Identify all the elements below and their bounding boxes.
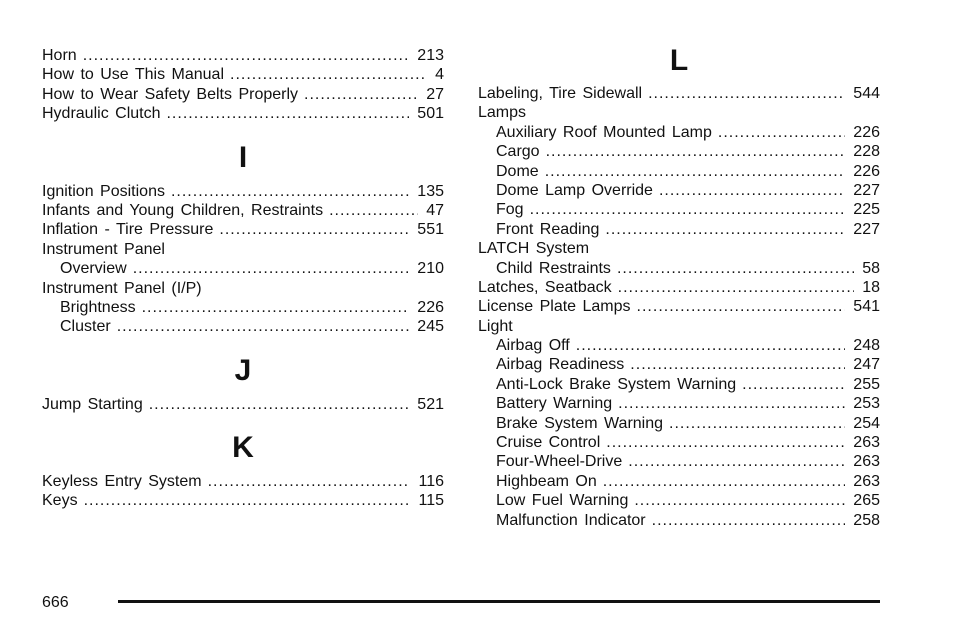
entry-term: Cruise Control [496,434,601,452]
entry-term: Light [478,317,513,335]
entry-term: Airbag Off [496,337,570,355]
index-entry [42,472,444,491]
entry-term: Jump Starting [42,395,143,413]
index-entry [42,46,444,65]
section-letter-j: J [234,353,252,387]
footer-rule [118,600,880,603]
index-subentry [478,200,880,219]
entry-page: 245 [417,318,444,336]
dot-leader [603,472,846,491]
index-block-j [42,395,444,414]
index-entry [478,84,880,103]
entry-page: 541 [853,298,880,316]
dot-leader [637,297,846,316]
dot-leader [84,491,411,510]
entry-term: Four-Wheel-Drive [496,453,623,471]
entry-page: 227 [853,220,880,238]
entry-term: Cargo [496,143,540,161]
entry-term: Overview [60,260,127,278]
dot-leader [117,317,410,336]
index-subentry [478,220,880,239]
index-subentry [42,298,444,317]
page-number: 666 [42,594,69,611]
entry-term: Instrument Panel (I/P) [42,279,202,297]
entry-page: 213 [417,47,444,64]
dot-leader [149,395,410,414]
index-heading-entry [42,240,444,259]
entry-term: Ignition Positions [42,182,165,200]
entry-page: 115 [418,492,444,510]
index-entry [42,104,444,123]
index-subentry [478,472,880,491]
entry-page: 18 [862,278,880,296]
entry-page: 135 [417,182,444,200]
entry-page: 58 [862,259,880,277]
index-entry [42,201,444,220]
dot-leader [133,259,410,278]
index-subentry [478,123,880,142]
index-heading-entry [478,317,880,336]
entry-term: Airbag Readiness [496,356,625,374]
entry-term: Child Restraints [496,259,611,277]
entry-term: Keys [42,492,78,510]
entry-page: 263 [853,434,880,452]
dot-leader [230,65,427,84]
dot-leader [718,123,845,142]
index-subentry [478,491,880,510]
index-entry [42,182,444,201]
entry-term: Dome [496,162,539,180]
index-subentry [478,355,880,374]
entry-page: 226 [853,162,880,180]
entry-page: 226 [417,298,444,316]
entry-term: Front Reading [496,220,600,238]
entry-term: Brake System Warning [496,414,664,432]
entry-page: 227 [853,181,880,199]
index-subentry [478,181,880,200]
entry-page: 225 [853,201,880,219]
entry-term: LATCH System [478,240,590,258]
index-subentry [478,394,880,413]
entry-page: 551 [417,221,444,239]
entry-term: Latches, Seatback [478,278,612,296]
dot-leader [618,394,845,413]
index-subentry [42,317,444,336]
entry-page: 248 [853,337,880,355]
entry-term: Highbeam On [496,472,597,490]
dot-leader [618,278,855,297]
dot-leader [219,220,409,239]
entry-page: 228 [853,143,880,161]
entry-term: Anti-Lock Brake System Warning [496,375,737,393]
index-subentry [478,142,880,161]
dot-leader [329,201,418,220]
dot-leader [530,200,846,219]
dot-leader [648,84,845,103]
index-entry [42,491,444,510]
entry-page: 501 [417,105,444,123]
entry-term: Inflation - Tire Pressure [42,221,214,239]
entry-page: 247 [853,356,880,374]
dot-leader [742,375,845,394]
entry-page: 254 [853,414,880,432]
entry-page: 263 [853,472,880,490]
entry-term: Battery Warning [496,395,613,413]
index-block-i [42,182,444,337]
entry-page: 544 [853,85,880,102]
index-heading-entry [478,103,880,122]
entry-term: Keyless Entry System [42,473,202,491]
entry-term: Cluster [60,318,111,336]
section-letter-l: L [669,44,689,77]
dot-leader [304,85,418,104]
entry-term: Labeling, Tire Sidewall [478,85,643,102]
index-subentry [478,336,880,355]
dot-leader [669,414,845,433]
dot-leader [166,104,409,123]
index-subentry [478,259,880,278]
index-column-left [42,46,444,511]
entry-term: Horn [42,47,77,64]
entry-term: Malfunction Indicator [496,511,646,529]
entry-term: License Plate Lamps [478,298,631,316]
index-block-k [42,472,444,511]
entry-term: Hydraulic Clutch [42,105,161,123]
entry-page: 265 [853,492,880,510]
index-entry [42,395,444,414]
dot-leader [659,181,845,200]
entry-page: 210 [417,260,444,278]
entry-page: 27 [426,85,444,103]
dot-leader [617,259,854,278]
dot-leader [208,472,411,491]
entry-page: 4 [435,66,444,84]
dot-leader [652,511,846,530]
entry-page: 47 [426,201,444,219]
entry-page: 253 [853,395,880,413]
dot-leader [546,142,846,161]
index-subentry [478,511,880,530]
index-subentry [478,375,880,394]
index-heading-entry [42,279,444,298]
index-entry [42,65,444,84]
entry-page: 226 [853,123,880,141]
dot-leader [634,491,845,510]
entry-term: Low Fuel Warning [496,492,629,510]
entry-term: Instrument Panel [42,240,165,258]
dot-leader [628,452,845,471]
entry-term: Fog [496,201,524,219]
index-subentry [42,259,444,278]
dot-leader [545,162,846,181]
index-block-h [42,46,444,124]
index-entry [478,297,880,316]
dot-leader [606,433,845,452]
index-subentry [478,414,880,433]
index-heading-entry [478,239,880,258]
index-subentry [478,452,880,471]
entry-page: 255 [853,375,880,393]
entry-page: 521 [417,395,444,413]
index-entry [42,85,444,104]
dot-leader [83,46,410,65]
dot-leader [171,182,409,201]
section-letter-i: I [238,140,248,174]
index-entry [42,220,444,239]
index-entry [478,278,880,297]
entry-term: How to Wear Safety Belts Properly [42,85,299,103]
section-letter-k: K [232,431,254,465]
index-column-right [478,40,880,530]
dot-leader [576,336,846,355]
index-block-l [478,84,880,530]
entry-term: Brightness [60,298,136,316]
index-subentry [478,162,880,181]
entry-term: How to Use This Manual [42,66,224,84]
index-subentry [478,433,880,452]
entry-term: Lamps [478,104,527,122]
entry-page: 116 [418,473,444,491]
entry-page: 263 [853,453,880,471]
dot-leader [630,355,845,374]
entry-page: 258 [853,511,880,529]
dot-leader [605,220,845,239]
entry-term: Auxiliary Roof Mounted Lamp [496,123,712,141]
dot-leader [142,298,410,317]
entry-term: Dome Lamp Override [496,181,653,199]
entry-term: Infants and Young Children, Restraints [42,201,324,219]
